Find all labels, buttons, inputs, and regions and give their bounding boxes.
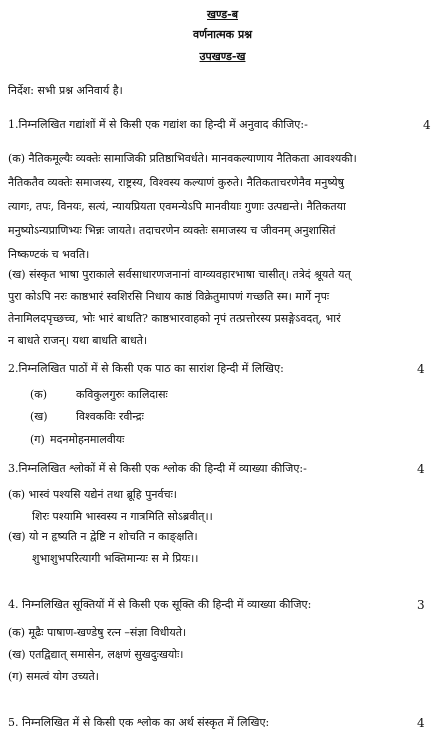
question-1-line: नैतिकतैव व्यक्तेः समाजस्य, राष्ट्रस्य, विश्वस्य कल्याणं कुरुते। नैतिकताचरणेनैव मनुष्येषु <box>8 176 344 189</box>
question-2-item-label: (ख) <box>30 410 48 423</box>
question-2-item-text: मदनमोहनमालवीयः <box>50 433 125 446</box>
section-heading: खण्ड-ब <box>207 8 238 21</box>
question-1-line: न बाधते राजन्। यथा बाधति बाधते। <box>8 334 148 347</box>
question-1-line: (ख) संस्कृत भाषा पुराकाले सर्वसाधारणजनानां वाग्व्यवहारभाषा चासीत्। तत्रेदं श्रूयते यत् <box>8 268 351 281</box>
question-2-item-text: विश्वकविः रवीन्द्रः <box>76 410 144 423</box>
question-4-line: (ग) समत्वं योग उच्यते। <box>8 670 99 683</box>
question-4-line: (क) मूढैः पाषाण-खण्डेषु रत्न –संज्ञा विधीयते। <box>8 626 187 639</box>
question-3-line: शिरः पश्यामि भास्वस्य न गात्रमिति सोऽब्रवीत्।। <box>32 510 213 523</box>
question-1-marks: 4 <box>423 118 431 132</box>
question-1-line: मनुष्योऽन्यप्राणिभ्यः भिन्नः जायते। तदाचरणेन व्यक्तेः समाजस्य च जीवनम् अनुशासितं <box>8 224 336 237</box>
question-2-item-text: कविकुलगुरुः कालिदासः <box>76 388 168 401</box>
question-1-line: (क) नैतिकमूल्यैः व्यक्तेः सामाजिकी प्रतिष्ठाभिवर्धते। मानवकल्याणाय नैतिकता आवश्यकी। <box>8 152 357 165</box>
question-1-line: तेनामिलदपृच्छच्च, भोः भारं बाधति? काष्ठभारवाहको नृपं तत्प्रत्तोरस्य प्रसङ्गेऽवदत्, भारं <box>8 312 341 325</box>
instruction-text: निर्देश: सभी प्रश्न अनिवार्य है। <box>8 84 123 97</box>
question-3-title: 3.निम्नलिखित श्लोकों में से किसी एक श्लोक की हिन्दी में व्याख्या कीजिए:- <box>8 462 307 475</box>
question-4-line: (ख) एतद्विद्यात् समासेन, लक्षणं सुखदुःखयोः। <box>8 648 184 661</box>
question-2-marks: 4 <box>417 362 425 376</box>
question-3-line: (ख) यो न हृष्यति न द्वेष्टि न शोचति न काङ्क्षति। <box>8 530 198 543</box>
question-4-marks: 3 <box>417 598 425 612</box>
question-5-marks: 4 <box>417 716 425 730</box>
question-3-marks: 4 <box>417 462 425 476</box>
question-3-line: (क) भास्वं पश्यसि यद्येनं तथा ब्रूहि पुनर्वचः। <box>8 488 177 501</box>
question-5-title: 5. निम्नलिखित में से किसी एक श्लोक का अर्थ संस्कृत में लिखिए: <box>8 716 270 729</box>
question-2-item-label: (क) <box>30 388 48 401</box>
question-1-title: 1.निम्नलिखित गद्यांशों में से किसी एक गद्यांश का हिन्दी में अनुवाद कीजिए:- <box>8 118 308 131</box>
subsection-heading: उपखण्ड-ख <box>199 50 246 63</box>
question-2-item-label: (ग) <box>30 433 45 446</box>
question-1-line: पुरा कोऽपि नरः काष्ठभारं स्वशिरसि निधाय काष्ठं विक्रेतुमापणं गच्छति स्म। मार्गे नृपः <box>8 290 330 303</box>
question-3-line: शुभाशुभपरित्यागी भक्तिमान्यः स मे प्रियः।। <box>32 552 199 565</box>
question-1-line: निष्कण्टकं च भवति। <box>8 248 90 261</box>
question-4-title: 4. निम्नलिखित सूक्तियों में से किसी एक सूक्ति की हिन्दी में व्याख्या कीजिए: <box>8 598 312 611</box>
question-2-title: 2.निम्नलिखित पाठों में से किसी एक पाठ का सारांश हिन्दी में लिखिए: <box>8 362 284 375</box>
section-type-heading: वर्णनात्मक प्रश्न <box>192 28 252 41</box>
question-1-line: त्यागः, तपः, विनयः, सत्यं, न्यायप्रियता एवमन्येऽपि मानवीयाः गुणाः उत्पद्यन्ते। नैतिकतया <box>8 200 346 213</box>
